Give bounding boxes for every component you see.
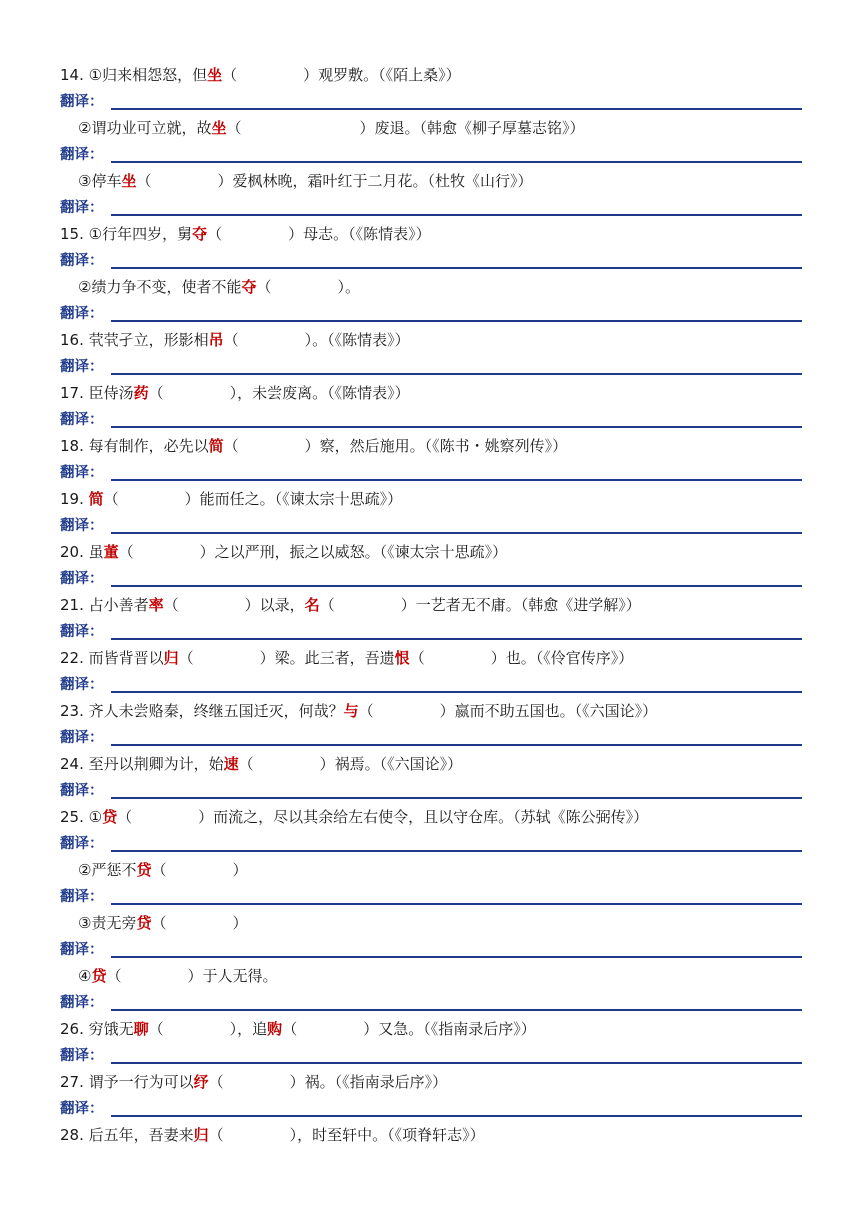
question-text: （ — [358, 702, 374, 720]
translation-row — [60, 725, 802, 752]
keyword: 董 — [103, 543, 119, 561]
question-text: ） — [232, 914, 248, 932]
question-line — [60, 963, 802, 990]
question-line — [60, 62, 802, 89]
question-text: ）一艺者无不庸。（韩愈《进学解》） — [400, 596, 641, 614]
translation-row — [60, 248, 802, 275]
keyword: 购 — [267, 1020, 283, 1038]
question-text: ）废退。（韩愈《柳子厚墓志铭》） — [359, 119, 585, 137]
question-text: （ — [223, 331, 239, 349]
translation-row — [60, 778, 802, 805]
translation-row — [60, 1096, 802, 1123]
question-text: （ — [178, 649, 194, 667]
keyword: 贷 — [136, 861, 152, 879]
question-text: ）祸焉。（《六国论》） — [319, 755, 463, 773]
translation-label: 翻译： — [60, 623, 104, 640]
keyword: 吊 — [208, 331, 224, 349]
question-line — [60, 1122, 802, 1149]
question-text: ②谓功业可立就，故 — [78, 119, 212, 137]
translation-row — [60, 566, 802, 593]
question-text: （ — [148, 384, 164, 402]
question-line — [60, 486, 802, 513]
question-text: 24. 至丹以荆卿为计，始 — [60, 755, 224, 773]
question-text: ②严惩不 — [78, 861, 137, 879]
keyword: 名 — [304, 596, 320, 614]
question-text: （ — [208, 1073, 224, 1091]
question-text: （ — [163, 596, 179, 614]
keyword: 贷 — [136, 914, 152, 932]
translation-answer-line[interactable] — [111, 638, 802, 640]
translation-label: 翻译： — [60, 464, 104, 481]
keyword: 简 — [88, 490, 104, 508]
keyword: 聊 — [133, 1020, 149, 1038]
question-text: ）又急。（《指南录后序》） — [363, 1020, 536, 1038]
question-text: ）爱枫林晚，霜叶红于二月花。（杜牧《山行》） — [217, 172, 533, 190]
question-text: 19. — [60, 490, 89, 508]
translation-row — [60, 460, 802, 487]
question-text: ） — [232, 861, 248, 879]
translation-answer-line[interactable] — [111, 373, 802, 375]
translation-row — [60, 831, 802, 858]
question-text: （ — [238, 755, 254, 773]
question-text: ），追 — [229, 1020, 268, 1038]
translation-answer-line[interactable] — [111, 744, 802, 746]
question-text: ），未尝废离。（《陈情表》） — [229, 384, 410, 402]
question-text: （ — [223, 437, 239, 455]
translation-row — [60, 354, 802, 381]
question-text: 17. 臣侍汤 — [60, 384, 134, 402]
translation-answer-line[interactable] — [111, 956, 802, 958]
translation-answer-line[interactable] — [111, 267, 802, 269]
question-text: ），时至轩中。（《项脊轩志》） — [289, 1126, 485, 1144]
translation-answer-line[interactable] — [111, 532, 802, 534]
question-text: ）能而任之。（《谏太宗十思疏》） — [184, 490, 403, 508]
keyword: 归 — [163, 649, 179, 667]
translation-answer-line[interactable] — [111, 797, 802, 799]
question-text: ）梁。此三者，吾遗 — [259, 649, 395, 667]
translation-label: 翻译： — [60, 729, 104, 746]
question-line — [60, 910, 802, 937]
question-text: ）之以严刑，振之以威怒。（《谏太宗十思疏》） — [199, 543, 508, 561]
question-text: ）也。（《伶官传序》） — [490, 649, 634, 667]
question-text: ）。（《陈情表》） — [304, 331, 410, 349]
question-text: （ — [148, 1020, 164, 1038]
question-text: 20. 虽 — [60, 543, 104, 561]
question-text: ）以录， — [244, 596, 305, 614]
translation-label: 翻译： — [60, 93, 104, 110]
question-line — [60, 751, 802, 778]
question-line — [60, 380, 802, 407]
question-text: 27. 谓予一行为可以 — [60, 1073, 194, 1091]
question-text: ②绩力争不变，使者不能 — [78, 278, 242, 296]
question-line — [60, 1069, 802, 1096]
question-text: 14. ①归来相怨怒，但 — [60, 66, 208, 84]
keyword: 与 — [343, 702, 359, 720]
translation-answer-line[interactable] — [111, 426, 802, 428]
question-text: （ — [207, 225, 223, 243]
keyword: 率 — [148, 596, 164, 614]
question-text: （ — [151, 861, 167, 879]
question-line — [60, 327, 802, 354]
translation-label: 翻译： — [60, 411, 104, 428]
translation-answer-line[interactable] — [111, 108, 802, 110]
translation-answer-line[interactable] — [111, 585, 802, 587]
translation-label: 翻译： — [60, 941, 104, 958]
keyword: 恨 — [394, 649, 410, 667]
question-line — [60, 592, 802, 619]
translation-row — [60, 89, 802, 116]
keyword: 速 — [223, 755, 239, 773]
translation-label: 翻译： — [60, 1100, 104, 1117]
question-list — [60, 62, 802, 1149]
question-line — [60, 433, 802, 460]
keyword: 简 — [208, 437, 224, 455]
question-text: ④ — [78, 967, 92, 985]
question-text: 28. 后五年，吾妻来 — [60, 1126, 194, 1144]
question-text: ）察，然后施用。（《陈书・姚察列传》） — [304, 437, 568, 455]
translation-label: 翻译： — [60, 252, 104, 269]
translation-label: 翻译： — [60, 888, 104, 905]
question-text: 22. 而皆背晋以 — [60, 649, 164, 667]
translation-label: 翻译： — [60, 994, 104, 1011]
question-line — [60, 221, 802, 248]
question-text: ③责无旁 — [78, 914, 137, 932]
question-text: 18. 每有制作，必先以 — [60, 437, 209, 455]
translation-row — [60, 301, 802, 328]
translation-answer-line[interactable] — [111, 161, 802, 163]
question-text: （ — [208, 1126, 224, 1144]
keyword: 贷 — [102, 808, 118, 826]
keyword: 药 — [133, 384, 149, 402]
translation-row — [60, 937, 802, 964]
keyword: 夺 — [241, 278, 257, 296]
translation-answer-line[interactable] — [111, 479, 802, 481]
question-line — [60, 698, 802, 725]
translation-row — [60, 1043, 802, 1070]
translation-label: 翻译： — [60, 782, 104, 799]
question-line — [60, 168, 802, 195]
translation-answer-line[interactable] — [111, 320, 802, 322]
question-text: （ — [151, 914, 167, 932]
keyword: 贷 — [91, 967, 107, 985]
translation-label: 翻译： — [60, 146, 104, 163]
question-text: 15. ①行年四岁，舅 — [60, 225, 193, 243]
translation-row — [60, 672, 802, 699]
translation-answer-line[interactable] — [111, 1115, 802, 1117]
question-line — [60, 804, 802, 831]
question-text: （ — [319, 596, 335, 614]
translation-answer-line[interactable] — [111, 214, 802, 216]
question-text: （ — [103, 490, 119, 508]
question-line — [60, 1016, 802, 1043]
question-text: （ — [222, 66, 238, 84]
question-text: 21. 占小善者 — [60, 596, 149, 614]
translation-row — [60, 195, 802, 222]
translation-label: 翻译： — [60, 1047, 104, 1064]
question-text: ）观罗敷。（《陌上桑》） — [303, 66, 461, 84]
question-text: （ — [256, 278, 272, 296]
question-text: 26. 穷饿无 — [60, 1020, 134, 1038]
question-text: ）祸。（《指南录后序》） — [289, 1073, 448, 1091]
question-text: ③停车 — [78, 172, 122, 190]
keyword: 坐 — [211, 119, 227, 137]
keyword: 纾 — [193, 1073, 209, 1091]
keyword: 夺 — [192, 225, 208, 243]
question-text: ）嬴而不助五国也。（《六国论》） — [439, 702, 658, 720]
keyword: 坐 — [121, 172, 137, 190]
question-line — [60, 539, 802, 566]
translation-row — [60, 619, 802, 646]
question-text: （ — [409, 649, 425, 667]
question-text: ）母志。（《陈情表》） — [288, 225, 431, 243]
translation-label: 翻译： — [60, 517, 104, 534]
question-text: 23. 齐人未尝赂秦，终继五国迁灭，何哉？ — [60, 702, 344, 720]
question-line — [60, 274, 802, 301]
translation-answer-line[interactable] — [111, 1009, 802, 1011]
translation-row — [60, 513, 802, 540]
translation-label: 翻译： — [60, 305, 104, 322]
translation-row — [60, 884, 802, 911]
question-text: （ — [282, 1020, 298, 1038]
question-text: （ — [117, 808, 133, 826]
question-text: ）于人无得。 — [187, 967, 278, 985]
translation-label: 翻译： — [60, 199, 104, 216]
question-line — [60, 645, 802, 672]
question-text: （ — [136, 172, 152, 190]
keyword: 归 — [193, 1126, 209, 1144]
translation-row — [60, 142, 802, 169]
translation-answer-line[interactable] — [111, 691, 802, 693]
translation-row — [60, 407, 802, 434]
question-line — [60, 857, 802, 884]
question-text: ）。 — [337, 278, 360, 296]
question-text: （ — [118, 543, 134, 561]
question-line — [60, 115, 802, 142]
question-text: 16. 茕茕孑立，形影相 — [60, 331, 209, 349]
translation-label: 翻译： — [60, 570, 104, 587]
translation-label: 翻译： — [60, 358, 104, 375]
translation-answer-line[interactable] — [111, 903, 802, 905]
question-text: （ — [226, 119, 242, 137]
translation-label: 翻译： — [60, 676, 104, 693]
question-text: 25. ① — [60, 808, 103, 826]
question-text: ）而流之，尽以其余给左右使令，且以守仓库。（苏轼《陈公弼传》） — [198, 808, 649, 826]
keyword: 坐 — [207, 66, 223, 84]
translation-row — [60, 990, 802, 1017]
translation-answer-line[interactable] — [111, 1062, 802, 1064]
question-text: （ — [106, 967, 122, 985]
translation-answer-line[interactable] — [111, 850, 802, 852]
translation-label: 翻译： — [60, 835, 104, 852]
